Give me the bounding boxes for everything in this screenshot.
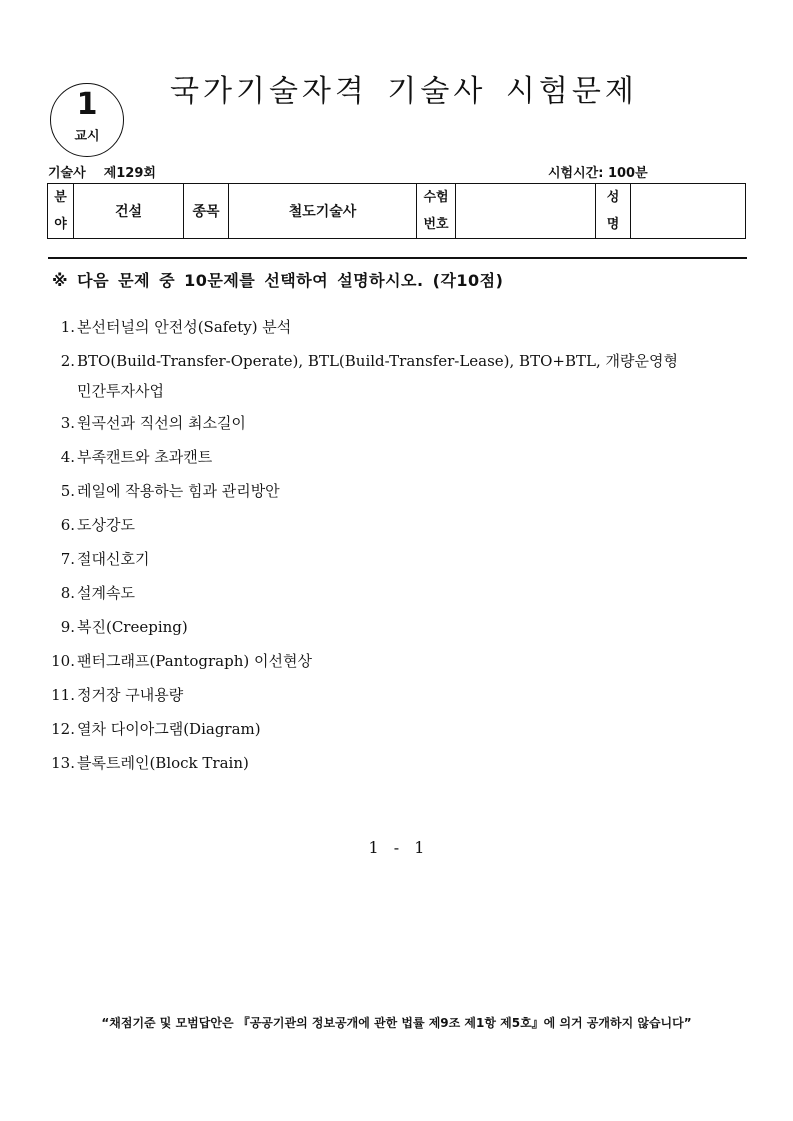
field-label-cell (48, 184, 74, 239)
question-text: 복진(Creeping) (77, 618, 188, 636)
name-label-cell (596, 184, 631, 239)
question-text: 레일에 작용하는 힘과 관리방안 (77, 482, 280, 500)
name-label-top: 성 (606, 189, 620, 205)
exam-number-label-top: 수험 (423, 189, 449, 205)
question-number: 5. (60, 482, 75, 500)
field-value: 건설 (74, 184, 184, 239)
question-text: 도상강도 (77, 516, 135, 534)
question-text: 팬터그래프(Pantograph) 이선현상 (77, 652, 312, 670)
name-label-bottom: 명 (606, 216, 620, 232)
category-label: 종목 (184, 184, 229, 239)
period-label: 교시 (74, 129, 100, 144)
question-number: 7. (60, 550, 75, 568)
question-number: 1. (60, 318, 75, 336)
exam-number-field[interactable] (456, 184, 596, 239)
exam-number-label-cell (417, 184, 456, 239)
field-label-bottom: 야 (54, 216, 67, 232)
question-number: 9. (60, 618, 75, 636)
question-text: 부족캔트와 초과캔트 (77, 448, 213, 466)
question-item (40, 678, 750, 712)
question-text: 본선터널의 안전성(Safety) 분석 (77, 318, 292, 336)
instruction: ※ 다음 문제 중 10문제를 선택하여 설명하시오. (각10점) (52, 271, 504, 290)
period-badge (50, 83, 124, 157)
question-item (40, 310, 750, 344)
question-text: 정거장 구내용량 (77, 686, 184, 704)
exam-number-label-bottom: 번호 (423, 216, 449, 232)
question-item (40, 406, 750, 440)
question-number: 4. (60, 448, 75, 466)
exam-round: 제129회 (103, 166, 156, 181)
name-field[interactable] (631, 184, 746, 239)
question-text: BTO(Build-Transfer-Operate), BTL(Build-Transfer-Lease), BTO+BTL, 개량운영형 (77, 352, 678, 370)
divider (48, 257, 747, 259)
exam-type: 기술사 (48, 166, 86, 181)
question-item (40, 508, 750, 542)
question-list (40, 310, 750, 780)
question-text: 설계속도 (77, 584, 135, 602)
exam-info (48, 162, 156, 181)
page-title: 국가기술자격 기술사 시험문제 (170, 74, 638, 109)
question-text-continued: 민간투자사업 (77, 382, 164, 400)
question-number: 3. (60, 414, 75, 432)
exam-time: 시험시간: 100분 (548, 166, 648, 181)
question-number: 8. (60, 584, 75, 602)
question-number: 6. (60, 516, 75, 534)
field-label-top: 분 (54, 189, 67, 205)
page-number: 1 - 1 (368, 838, 425, 857)
question-number: 13. (51, 754, 75, 772)
question-number: 12. (51, 720, 75, 738)
question-item (40, 576, 750, 610)
question-item (40, 610, 750, 644)
question-number: 11. (51, 686, 75, 704)
question-number: 2. (60, 352, 75, 370)
question-item (40, 712, 750, 746)
candidate-info-table (47, 183, 746, 239)
question-item (40, 474, 750, 508)
question-item (40, 746, 750, 780)
question-text: 원곡선과 직선의 최소길이 (77, 414, 246, 432)
question-text: 블록트레인(Block Train) (77, 754, 249, 772)
category-value: 철도기술사 (229, 184, 417, 239)
question-item (40, 542, 750, 576)
question-item (40, 344, 750, 406)
question-item (40, 644, 750, 678)
question-item (40, 440, 750, 474)
question-text: 절대신호기 (77, 550, 150, 568)
period-number: 1 (76, 87, 98, 122)
question-number: 10. (51, 652, 75, 670)
question-text: 열차 다이아그램(Diagram) (77, 720, 261, 738)
footer-notice: “채점기준 및 모범답안은 『공공기관의 정보공개에 관한 법률 제9조 제1항 제5호』에 의거 공개하지 않습니다” (101, 1016, 692, 1030)
